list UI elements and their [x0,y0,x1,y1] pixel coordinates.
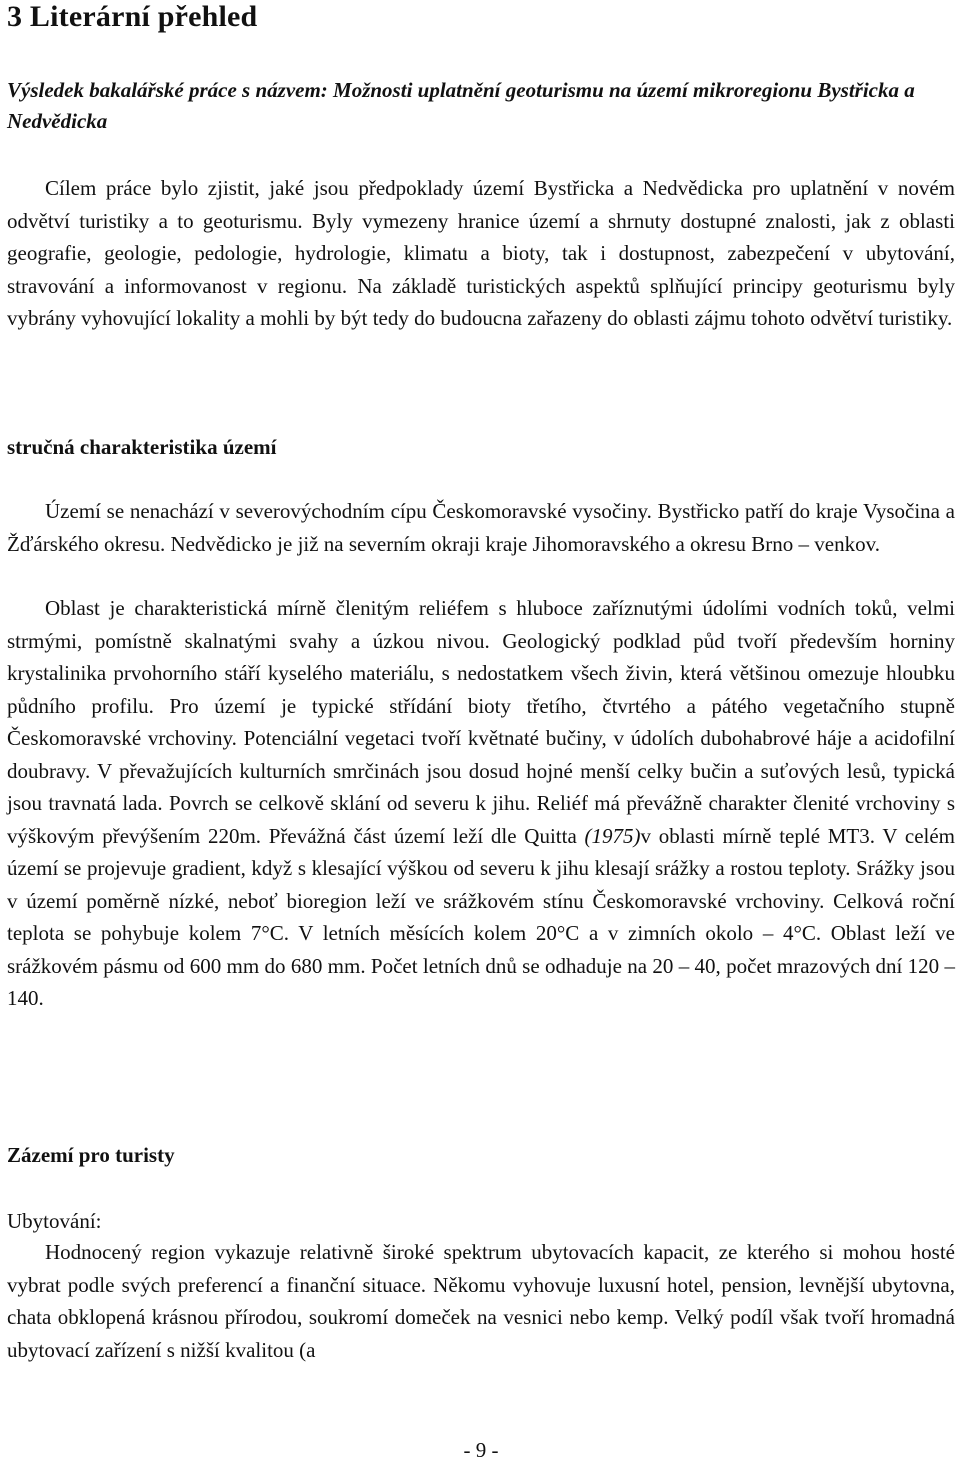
page-number: - 9 - [463,1438,499,1462]
intro-paragraph: Cílem práce bylo zjistit, jaké jsou předpoklady území Bystřicka a Nedvědicka pro uplatnění v novém odvětví turistiky a to geoturismu. Byly vymezeny hranice území a shrnuty dostupné znalosti, jak z oblasti geografie, geologie, pedologie, hydrologie, klimatu a bioty, tak i dostupnost, zabezpečení v ubytování, stravování a informovanost v regionu. Na základě turistických aspektů splňující principy geoturismu byly vybrány vyhovující lokality a mohli by být tedy do budoucna zařazeny do oblasti zájmu tohoto odvětví turistiky. [7,176,955,330]
section-heading-area: stručná charakteristika území [7,435,277,459]
accommodation-paragraph: Hodnocený region vykazuje relativně široké spektrum ubytovacích kapacit, ze kterého si mohou hosté vybrat podle svých preferencí a finanční situace. Někomu vyhovuje luxusní hotel, pension, levnější ubytovna, chata obklopená krásnou přírodou, soukromí domeček na vesnici nebo kemp. Velký podíl však tvoří hromadná ubytovací zařízení s nižší kvalitou (a [7,1240,955,1362]
thesis-title: Výsledek bakalářské práce s názvem: Možnosti uplatnění geoturismu na území mikroregionu Bystřicka a Nedvědicka [7,78,915,133]
accommodation-label: Ubytování: [7,1209,102,1233]
area-paragraph-location: Území se nenachází v severovýchodním cípu Českomoravské vysočiny. Bystřicko patří do kraje Vysočina a Žďárského okresu. Nedvědicko je již na severním okraji kraje Jihomoravského a okresu Brno – venkov. [7,499,955,556]
chapter-heading: 3 Literární přehled [7,0,258,33]
citation-year: (1975) [584,823,641,848]
area-paragraph-description [7,592,955,1015]
area-text-part-2: v oblasti mírně teplé MT3. V celém území se projevuje gradient, když s klesající výškou od severu k jihu klesají srážky a rostou teploty. Srážky jsou v území poměrně nízké, neboť bioregion leží ve srážkovém stínu Českomoravské vrchoviny. Celková roční teplota se pohybuje kolem 7°C. V letních měsících kolem 20°C a v zimních okolo – 4°C. Oblast leží ve srážkovém pásmu od 600 mm do 680 mm. Počet letních dnů se odhaduje na 20 – 40, počet mrazových dní 120 – 140. [7,823,956,1010]
area-text-part-1: Oblast je charakteristická mírně členitým reliéfem s hluboce zaříznutými údolími vodních toků, velmi strmými, pomístně skalnatými svahy a úzkou nivou. Geologický podklad půd tvoří především horniny krystalinika prvohorního stáří kyselého materiálu, s nedostatkem všech živin, která většinou omezuje hloubku půdního profilu. Pro území je typické střídání bioty třetího, čtvrtého a pátého vegetačního stupně Českomoravské vrchoviny. Potenciální vegetaci tvoří květnaté bučiny, v údolích dubohabrové háje a acidofilní doubravy. V převažujících kulturních smrčinách jsou dosud hojné menší celky bučin a suťových lesů, typická jsou travnatá lada. Povrch se celkově sklání od severu k jihu. Reliéf má převážně charakter členité vrchoviny s výškovým převýšením 220m. Převážná část území leží dle Quitta [7,596,955,848]
section-heading-tourists: Zázemí pro turisty [7,1143,175,1167]
